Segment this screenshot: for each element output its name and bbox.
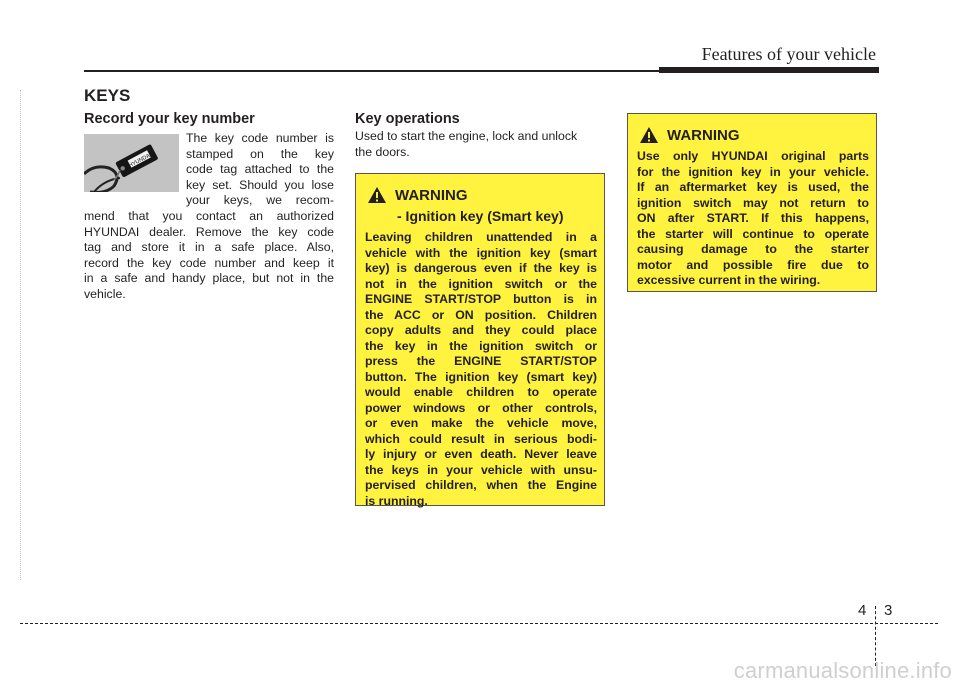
key-tag-label: HYUNDAI bbox=[127, 152, 153, 170]
warning-box-original-parts bbox=[627, 113, 877, 292]
header-rule-accent bbox=[659, 67, 879, 73]
warning-line: vehicle with the ignition key (smart bbox=[365, 245, 597, 260]
record-line: vehicle. bbox=[84, 286, 126, 301]
warning-line: would enable children to operate bbox=[365, 385, 597, 399]
warning-line: If an aftermarket key is used, the bbox=[637, 180, 869, 194]
warning-line: the ACC or ON position. Children bbox=[365, 307, 597, 322]
warning-line: the keys in your vehicle with unsu- bbox=[365, 462, 597, 477]
warning-line: Leaving children unattended in a bbox=[365, 230, 597, 244]
warning-line: key) is dangerous even if the key is bbox=[365, 261, 597, 275]
key-operations-text bbox=[355, 129, 605, 160]
key-tag-image bbox=[84, 134, 179, 192]
record-line: code tag attached to the bbox=[186, 162, 334, 177]
key-operations-heading: Key operations bbox=[355, 111, 460, 127]
warning-line: ON after START. If this happens, bbox=[637, 211, 869, 225]
warning-triangle-icon bbox=[367, 186, 387, 204]
warning-label: WARNING bbox=[395, 186, 468, 204]
warning-line: which could result in serious bodi- bbox=[365, 431, 597, 446]
warning-line: the starter will continue to operate bbox=[637, 226, 869, 241]
footer-divider bbox=[875, 606, 876, 666]
warning-line: ENGINE START/STOP button is in bbox=[365, 292, 597, 306]
warning-body bbox=[637, 149, 869, 289]
warning-subtitle: - Ignition key (Smart key) bbox=[397, 208, 564, 224]
warning-line: excessive current in the wiring. bbox=[637, 273, 821, 287]
chapter-number: 4 bbox=[858, 602, 867, 619]
watermark: carmanualsonline.info bbox=[733, 658, 952, 683]
operations-line: Used to start the engine, lock and unlock bbox=[355, 129, 578, 143]
warning-line: motor and possible fire due to bbox=[637, 257, 869, 272]
record-line: in a safe and handy place, but not in the bbox=[84, 271, 334, 286]
warning-line: for the ignition key in your vehicle. bbox=[637, 164, 869, 179]
warning-line: or even make the vehicle move, bbox=[365, 416, 597, 430]
record-line: mend that you contact an authorized bbox=[84, 209, 334, 223]
record-line: your keys, we recom- bbox=[186, 193, 334, 208]
record-key-text bbox=[84, 209, 334, 303]
warning-line: button. The ignition key (smart key) bbox=[365, 369, 597, 384]
warning-line: copy adults and they could place bbox=[365, 323, 597, 337]
warning-header bbox=[637, 124, 869, 146]
record-key-heading: Record your key number bbox=[84, 111, 255, 127]
record-line: key set. Should you lose bbox=[186, 177, 334, 192]
record-line: The key code number is bbox=[186, 131, 334, 145]
record-line: stamped on the key bbox=[186, 146, 334, 161]
warning-line: press the ENGINE START/STOP bbox=[365, 354, 597, 368]
record-line: record the key code number and keep it bbox=[84, 255, 334, 270]
footer-rule bbox=[20, 623, 938, 624]
header-title: Features of your vehicle bbox=[701, 44, 876, 64]
operations-line: the doors. bbox=[355, 144, 410, 159]
margin-guide bbox=[20, 90, 22, 580]
warning-line: power windows or other controls, bbox=[365, 400, 597, 415]
page-number: 3 bbox=[884, 602, 893, 619]
warning-line: ly injury or even death. Never leave bbox=[365, 447, 597, 461]
warning-body bbox=[365, 230, 597, 509]
warning-line: ignition switch may not return to bbox=[637, 195, 869, 210]
record-line: tag and store it in a safe place. Also, bbox=[84, 240, 334, 255]
warning-line: is running. bbox=[365, 493, 428, 508]
section-title: KEYS bbox=[84, 86, 131, 105]
warning-header bbox=[365, 184, 597, 206]
warning-line: pervised children, when the Engine bbox=[365, 478, 597, 492]
warning-line: causing damage to the starter bbox=[637, 242, 869, 256]
warning-label: WARNING bbox=[667, 126, 740, 144]
warning-box-smart-key bbox=[355, 173, 605, 506]
warning-line: the key in the ignition switch or bbox=[365, 338, 597, 353]
record-key-text-wrapped bbox=[186, 131, 334, 209]
warning-line: not in the ignition switch or the bbox=[365, 276, 597, 291]
record-line: HYUNDAI dealer. Remove the key code bbox=[84, 224, 334, 239]
warning-line: Use only HYUNDAI original parts bbox=[637, 149, 869, 163]
warning-triangle-icon bbox=[639, 126, 659, 144]
